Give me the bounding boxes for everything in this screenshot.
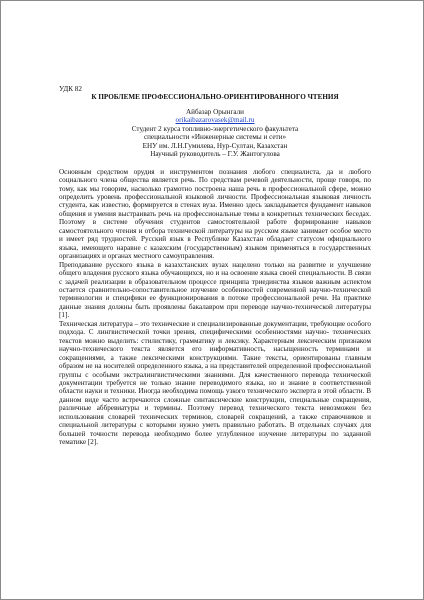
author-email-link[interactable]: orikaibazarovasek@mail.ru (175, 116, 255, 125)
supervisor-line: Научный руководитель – Г.У. Жантогулова (150, 150, 280, 159)
author-affiliation-line-1: Студент 2 курса топливно-энергетического факультета (131, 124, 299, 133)
udk-code: УДК 82 (59, 85, 82, 93)
author-affiliation-line-2: специальности «Инженерные системы и сети» (143, 133, 287, 142)
paragraph: Техническая литература – это технические и специализированные документации, требующие особого подхода. С лингвистической точки зрения, специфическими особенностями научно- технических текстов можно выделить: стилистику, грамматику и лексику. Характерным лексическим признаком научно-технического текста является его информативность, насыщенность терминами и сокращениями, а также лексическими конструкциями. Такие тексты, ориентированы главным образом не на носителей определенного языка, а на представителей определенной профессиональной группы с особыми экстралингвистическими знаниями. Для качественного перевода технической документации требуется не только знание переводимого языка, но и знание в соответственной области науки и техники. Иногда необходима помощь узкого технического эксперта в этой области. В данном виде часто встречаются сложные синтаксические конструкции, специальные сокращения, различные аббревиатуры и термины. Поэтому перевод технического текста невозможен без использования словарей технических терминов, словарей сокращений, а также справочников и специальной литературы с которыми нужно уметь правильно работать. В отдельных случаях для большей точности перевода необходимо более углубленное изучение литературы по заданной тематике [2]. (59, 319, 371, 447)
author-name: Айбазар Орынгали (185, 107, 245, 116)
author-affiliation-line-3: ЕНУ им. Л.Н.Гумилева, Нур-Султан, Казахстан (142, 141, 288, 150)
paragraph: Основным средством орудия и инструментом познания любого специалиста, да и любого социального члена общества является речь. По средствам речевой деятельности, проще говоря, по тому, как мы говорим, насколько грамотно построена наша речь в профессиональной сфере, можно определить уровень профессиональной языковой личности. Профессиональная языковая личность студента, как известно, формируется в стенах вуза. Именно здесь закладывается фундамент навыков общения и умения выстраивать речь на профессиональные темы в конкретных технических беседах. Поэтому в системе обучения студентов самостоятельной работе формирование навыков самостоятельного чтения и отбора технической литературы на русском языке занимает особое место и имеет ряд трудностей. Русский язык в Республике Казахстан обладает статусом официального языка, имеющего наравне с казахским (государственным) языком применяться в государственных организациях и органах местного самоуправления. (59, 167, 371, 261)
paragraph: Преподавание русского языка в казахстанских вузах нацелено только на развитие и улучшение общего владения русского языка обучающихся, но и на освоение языка своей специальности. В связи с задачей реализации в образовательном процессе принципа триединства языков важным аспектом остается сравнительно-сопоставительное изучение особенностей современной научно-технической терминологии и специфики ее функционирования в потоке профессиональной речи. На практике данные знания должны быть проявлены бакалавром при переводе научно-технической литературы [1]. (59, 260, 371, 320)
author-block (59, 108, 371, 159)
article-body (59, 168, 371, 447)
article-title: К ПРОБЛЕМЕ ПРОФЕССИОНАЛЬНО-ОРИЕНТИРОВАННОГО ЧТЕНИЯ (91, 93, 339, 102)
document-content (59, 85, 371, 447)
